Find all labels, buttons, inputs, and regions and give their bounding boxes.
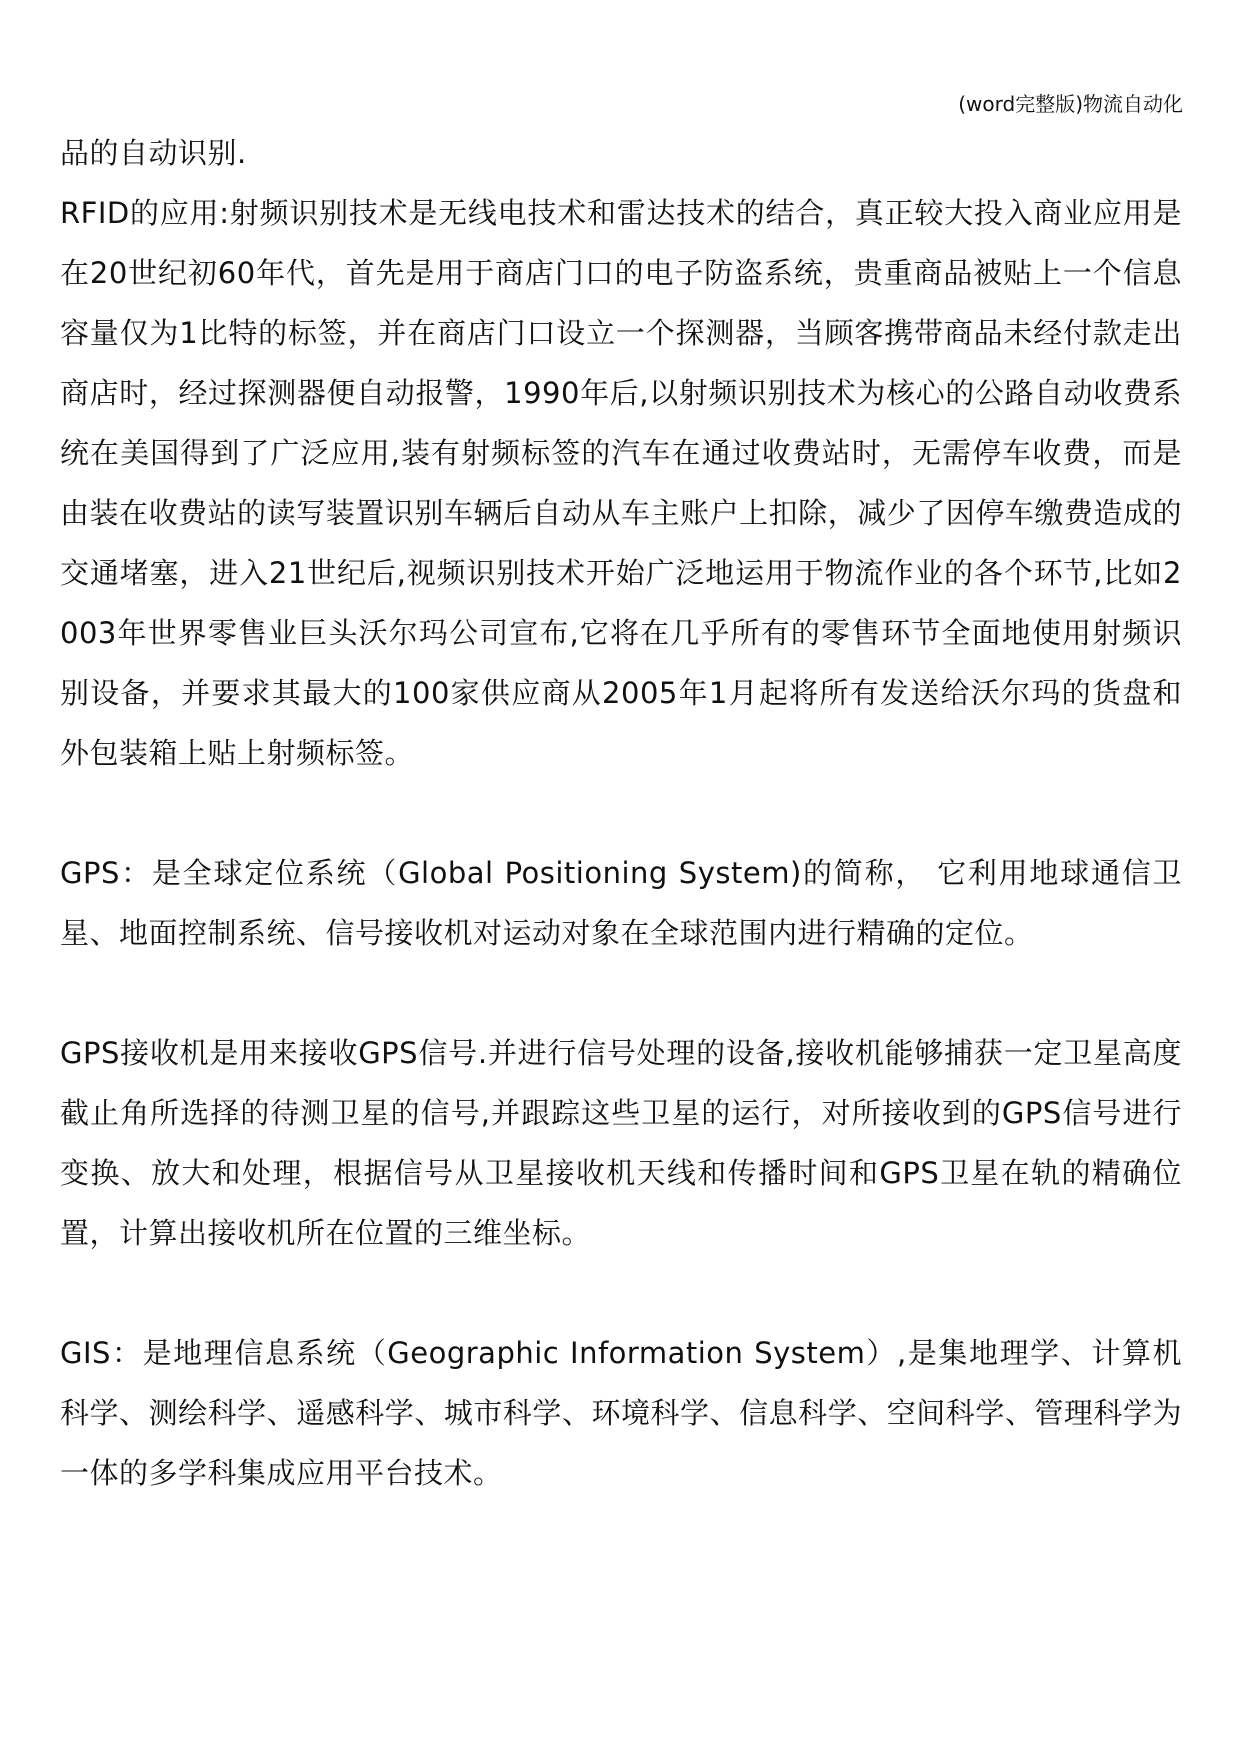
paragraph-gis-definition: GIS：是地理信息系统（Geographic Information System）,是集地理学、计算机科学、测绘科学、遥感科学、城市科学、环境科学、信息科学、空间科学、管理科学为一体的多学科集成应用平台技术。 — [60, 1336, 1182, 1490]
page-header: (word完整版)物流自动化 — [958, 92, 1183, 116]
paragraph-rfid: RFID的应用:射频识别技术是无线电技术和雷达技术的结合，真正较大投入商业应用是在20世纪初60年代，首先是用于商店门口的电子防盗系统，贵重商品被贴上一个信息容量仅为1比特的标签，并在商店门口设立一个探测器，当顾客携带商品未经付款走出商店时，经过探测器便自动报警，1990年后,以射频识别技术为核心的公路自动收费系统在美国得到了广泛应用,装有射频标签的汽车在通过收费站时，无需停车收费，而是由装在收费站的读写装置识别车辆后自动从车主账户上扣除，减少了因停车缴费造成的交通堵塞，进入21世纪后,视频识别技术开始广泛地运用于物流作业的各个环节,比如2003年世界零售业巨头沃尔玛公司宣布,它将在几乎所有的零售环节全面地使用射频识别设备，并要求其最大的100家供应商从2005年1月起将所有发送给沃尔玛的货盘和外包装箱上贴上射频标签。 — [60, 196, 1182, 770]
document-body — [60, 123, 1182, 1503]
paragraph-continuation: 品的自动识别. — [60, 136, 247, 170]
paragraph-gps-definition: GPS：是全球定位系统（Global Positioning System)的简称， 它利用地球通信卫星、地面控制系统、信号接收机对运动对象在全球范围内进行精确的定位。 — [60, 856, 1182, 950]
paragraph-gps-receiver: GPS接收机是用来接收GPS信号.并进行信号处理的设备,接收机能够捕获一定卫星高度截止角所选择的待测卫星的信号,并跟踪这些卫星的运行，对所接收到的GPS信号进行变换、放大和处理，根据信号从卫星接收机天线和传播时间和GPS卫星在轨的精确位置，计算出接收机所在位置的三维坐标。 — [60, 1036, 1182, 1250]
